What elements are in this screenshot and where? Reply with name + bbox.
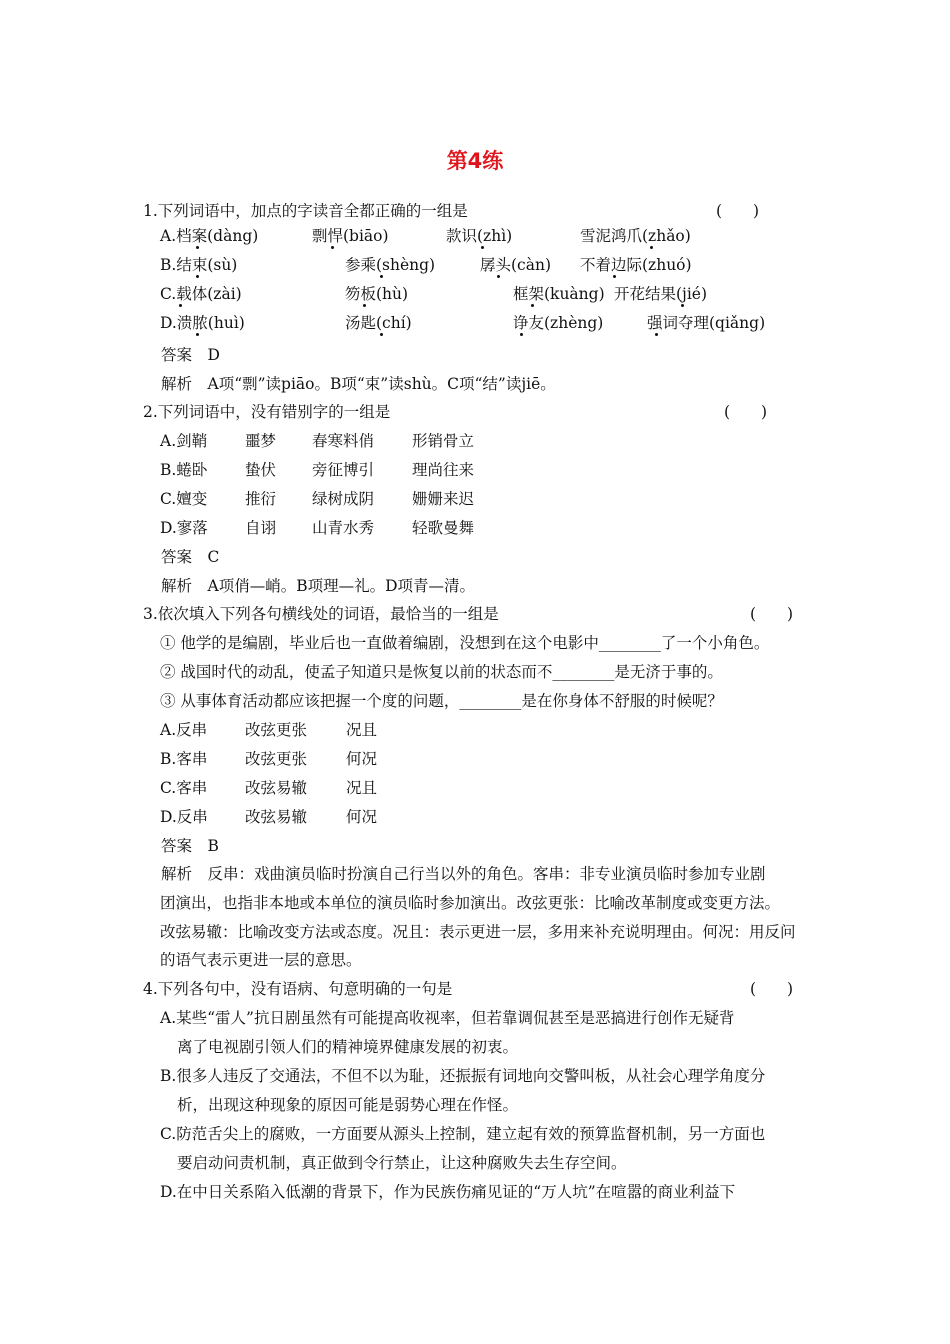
q2-answer: 答案 C: [161, 548, 220, 566]
q3-answer-paren: ( ): [750, 605, 794, 623]
emphasis-dot: [331, 246, 334, 249]
q3-sentence-2: ② 战国时代的动乱，使孟子知道只是恢复以前的状态而不________是无济于事的。: [160, 663, 723, 681]
emphasis-dot: [497, 275, 500, 278]
q3-analysis-line-2: 团演出，也指非本地或本单位的演员临时参加演出。改弦更张：比喻改革制度或变更方法。: [160, 894, 781, 912]
q3-stem: 3.依次填入下列各句横线处的词语，最恰当的一组是: [143, 605, 499, 623]
q4-option-a-line-1: A.某些“雷人”抗日剧虽然有可能提高收视率，但若靠调侃甚至是恶搞进行创作无疑背: [160, 1009, 735, 1027]
q3-analysis-line-3: 改弦易辙：比喻改变方法或态度。况且：表示更进一层，多用来补充说明理由。何况：用反问: [160, 923, 796, 941]
q2-answer-paren: ( ): [724, 403, 768, 421]
q2-stem: 2.下列词语中，没有错别字的一组是: [143, 403, 391, 421]
q3-analysis-line-4: 的语气表示更进一层的意思。: [160, 951, 362, 969]
q1-answer: 答案 D: [161, 346, 220, 364]
q4-option-c-line-1: C.防范舌尖上的腐败，一方面要从源头上控制，建立起有效的预算监督机制，另一方面也: [160, 1125, 766, 1143]
emphasis-dot: [196, 275, 199, 278]
emphasis-dot: [363, 304, 366, 307]
emphasis-dot: [380, 333, 383, 336]
document-page: 第4练 1.下列词语中，加点的字读音全都正确的一组是 ( ) A.档案(dàng) 剽悍(biāo) 款识(zhì) 雪泥鸿爪(zhǎo) B.结束(sù) 参乘(shèng) 孱头(càn) 不着边际(zhuó) C.载体(zài) 笏板(hù) 框架(kuàng) 开花结果(jié) D.溃脓(huì) 汤匙(chí) 诤友(zhèng) 强词夺理(qiǎng) 答案 D 解析 A项“剽”读piāo。B项“束”读shù。C项“结”读jiē。 2.下列词语中，没有错别字的一组是 ( ) A.剑鞘 噩梦 春寒料俏 形销骨立 B.蜷卧 蛰伏 旁征博引 理尚往来 C.嬗变 推衍 绿树成阴 姗姗来迟 D.寥落 自诩 山青水秀 轻歌曼舞 答案 C 解析 A项俏—峭。B项理—礼。D项青—清。 3.依次填入下列各句横线处的词语，最恰当的一组是 ( ) ① 他学的是编剧，毕业后也一直做着编剧，没想到在这个电影中________了一个小角色。 ② 战国时代的动乱，使孟子知道只是恢复以前的状态而不________是无济于事的。 ③ 从事体育活动都应该把握一个度的问题，________是在你身体不舒服的时候呢？ A.反串 改弦更张 况且 B.客串 改弦更张 何况 C.客串 改弦易辙 况且 D.反串 改弦易辙 何况 答案 B 解析 反串：戏曲演员临时扮演自己行当以外的角色。客串：非专业演员临时参加专业剧 团演出，也指非本地或本单位的演员临时参加演出。改弦更张：比喻改革制度或变更方法。 改弦易辙：比喻改变方法或态度。况且：表示更进一层，多用来补充说明理由。何况：用反问 的语气表示更进一层的意思。 4.下列各句中，没有语病、句意明确的一句是 ( ) A.某些“雷人”抗日剧虽然有可能提高收视率，但若靠调侃甚至是恶搞进行创作无疑背 离了电视剧引领人们的精神境界健康发展的初衷。 B.很多人违反了交通法，不但不以为耻，还振振有词地向交警叫板，从社会心理学角度分 析，出现这种现象的原因可能是弱势心理在作怪。 C.防范舌尖上的腐败，一方面要从源头上控制，建立起有效的预算监督机制，另一方面也 要启动问责机制，真正做到令行禁止，让这种腐败失去生存空间。 D.在中日关系陷入低潮的背景下，作为民族伤痛见证的“万人坑”在喧嚣的商业利益下: [0, 0, 950, 1344]
q1-analysis: 解析 A项“剽”读piāo。B项“束”读shù。C项“结”读jiē。: [161, 375, 556, 393]
emphasis-dot: [179, 304, 182, 307]
emphasis-dot: [196, 246, 199, 249]
q3-answer: 答案 B: [161, 837, 219, 855]
emphasis-dot: [380, 275, 383, 278]
q3-sentence-3: ③ 从事体育活动都应该把握一个度的问题，________是在你身体不舒服的时候呢？: [160, 692, 723, 710]
q1-stem: 1.下列词语中，加点的字读音全都正确的一组是: [143, 202, 468, 220]
emphasis-dot: [655, 333, 658, 336]
emphasis-dot: [196, 333, 199, 336]
q3-sentence-1: ① 他学的是编剧，毕业后也一直做着编剧，没想到在这个电影中________了一个小角色。: [160, 634, 770, 652]
emphasis-dot: [681, 304, 684, 307]
q4-option-a-line-2: 离了电视剧引领人们的精神境界健康发展的初衷。: [177, 1038, 519, 1056]
q4-stem: 4.下列各句中，没有语病、句意明确的一句是: [143, 980, 453, 998]
emphasis-dot: [481, 246, 484, 249]
q3-analysis-line-1: 解析 反串：戏曲演员临时扮演自己行当以外的角色。客串：非专业演员临时参加专业剧: [161, 865, 766, 883]
emphasis-dot: [531, 304, 534, 307]
q4-option-c-line-2: 要启动问责机制，真正做到令行禁止，让这种腐败失去生存空间。: [177, 1154, 627, 1172]
q4-option-b-line-1: B.很多人违反了交通法，不但不以为耻，还振振有词地向交警叫板，从社会心理学角度分: [160, 1067, 766, 1085]
emphasis-dot: [650, 246, 653, 249]
page-title: 第4练: [446, 149, 504, 173]
q1-answer-paren: ( ): [716, 202, 760, 220]
q4-option-b-line-2: 析，出现这种现象的原因可能是弱势心理在作怪。: [177, 1096, 519, 1114]
q4-option-d-line-1: D.在中日关系陷入低潮的背景下，作为民族伤痛见证的“万人坑”在喧嚣的商业利益下: [160, 1183, 736, 1201]
q4-answer-paren: ( ): [750, 980, 794, 998]
emphasis-dot: [613, 275, 616, 278]
q2-analysis: 解析 A项俏—峭。B项理—礼。D项青—清。: [161, 577, 476, 595]
emphasis-dot: [520, 333, 523, 336]
